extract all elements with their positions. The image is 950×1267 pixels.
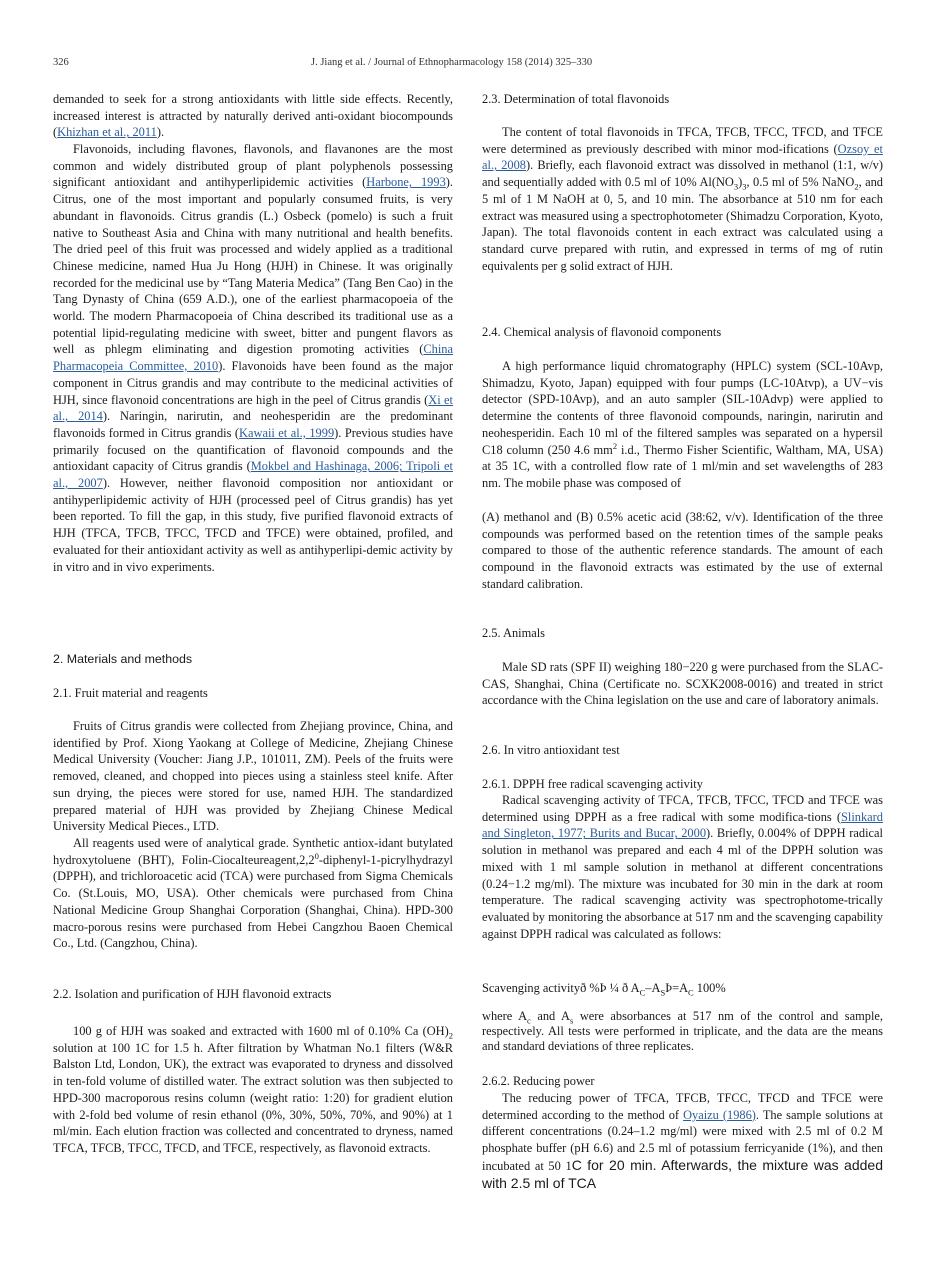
text-run: The reducing power of TFCA, TFCB, TFCC, TFCD and TFCE were determined according to the method of xyxy=(482,1091,883,1122)
section-heading: 2. Materials and methods xyxy=(53,652,193,666)
paragraph xyxy=(53,1023,453,1157)
superscript: 2 xyxy=(612,440,618,451)
paragraph xyxy=(482,509,883,593)
subsection-heading: 2.6. In vitro antioxidant test xyxy=(482,743,620,757)
citation-link[interactable]: Kawaii et al., 1999 xyxy=(239,425,335,440)
paragraph xyxy=(482,792,883,942)
page-number: 326 xyxy=(53,57,69,68)
citation-link[interactable]: Harbone, 1993 xyxy=(366,175,446,190)
text-run: solution at 100 1C for 1.5 h. After filtration by Whatman No.1 filters (W&R Balston Ltd, London, UK), the extract was evaporated to dryness and dissolved in ten-fold volume of distilled water. The extract solution was then subjected to HPD-300 macroporous resins column (weight ratio: 1:20) for gradient elution with 2-fold bed volume of resin ethanol (0%, 30%, 50%, 70%, and 90%) at 1 ml/min. Each elution fraction was collected and concentrated to dryness, named TFCA, TFCB, TFCC, TFCD, and TFCE, respectively, as flavonoid extracts. xyxy=(53,1040,453,1155)
text-run: ). Briefly, 0.004% of DPPH radical solution in methanol was prepared and each 4 ml of the DPPH solution was mixed with 1 ml sample solution in methanol at different concentrations (0.24−1.2 mg/ml). The mixture was incubated for 30 min in the dark at room temperature. The radical scavenging activity was spectrophotome-trically evaluated by monitoring the absorbance at 517 nm and the scavenging capability against DPPH radical was calculated as follows: xyxy=(482,826,883,941)
subscript: 2 xyxy=(448,1030,453,1041)
text-run: The content of total flavonoids in TFCA, TFCB, TFCC, TFCD, and TFCE were determined as previously described with minor mod-ifications ( xyxy=(482,125,883,156)
text-run: Radical scavenging activity of TFCA, TFCB, TFCC, TFCD and TFCE was determined using DPPH as a free radical with some modifica-tions ( xyxy=(482,793,883,824)
text-run: ). Naringin, narirutin, and neohesperidin are the predominant flavonoids formed in Citrus grandis ( xyxy=(53,409,453,440)
citation-link[interactable]: Ozsoy et al., 2008 xyxy=(482,141,883,173)
equation xyxy=(482,980,883,997)
text-run: 100% xyxy=(693,981,726,995)
citation-link[interactable]: Mokbel and Hashinaga, 2006; Tripoli et al., 2007 xyxy=(53,459,453,491)
text-run: ). xyxy=(156,125,165,140)
text-run: were absorbances at 517 nm of the control and sample, respectively. All tests were performed in triplicate, and the data are the means and standard deviations of three replicates. xyxy=(482,1009,883,1053)
subsection-heading: 2.4. Chemical analysis of flavonoid components xyxy=(482,325,722,339)
citation-link[interactable]: Oyaizu (1986) xyxy=(683,1107,756,1122)
subscript: S xyxy=(660,987,666,998)
paragraph xyxy=(53,91,453,141)
subsection-heading: 2.3. Determination of total flavonoids xyxy=(482,92,670,106)
subscript: 2 xyxy=(854,181,859,192)
subsubsection-heading: 2.6.2. Reducing power xyxy=(482,1074,595,1088)
text-run: ). Citrus, one of the most important and popularly consumed fruits, is very abundant in flavonoids. Citrus grandis (L.) Osbeck (pomelo) is such a fruit native to Southeast Asia and China with many nutritional and health benefits. The dried peel of this fruit was processed and widely applied as a traditional Chinese medicine, named Hua Ju Hong (HJH) in Chinese. It was originally recorded for the medicinal use by “Tang Materia Medica” (Tang Ben Cao) in the Tang Dynasty of China (659 A.D.), one of the earliest pharmacopoeia of the world. The modern Pharmacopoeia of China described its traditional use as a potential lipid-regulating medicine with sweet, bitter and pungent flavors as well as phlegm eliminating and digestion promoting activities ( xyxy=(53,175,453,357)
text-run: where A xyxy=(482,1009,528,1023)
text-run: Fruits of Citrus grandis were collected from Zhejiang province, China, and identified by Prof. Xiong Yaokang at College of Medicine, Zhejiang Chinese Medical University (Voucher: Jiang J.P., 101011, ZM). Peels of the fruits were removed, cleaned, and chopped into pieces using a stainless steel knife. After sun drying, the pieces were stored for use, named HJH. The standardized prepared material of HJH was provided by Zhejiang Chinese Medical University Medical Pieces., LTD. xyxy=(53,719,453,834)
paragraph xyxy=(482,1009,883,1054)
subscript: c xyxy=(527,1015,531,1026)
paragraph xyxy=(482,659,883,709)
subscript: 3 xyxy=(733,181,739,192)
text-run: i.d., Thermo Fisher Scientific, Waltham, MA, USA) at 35 1C, with a controlled flow rate of 1 ml/min and set wavelengths of 283 nm. The mobile phase was composed of xyxy=(482,442,883,490)
text-run: Flavonoids, including flavones, flavonols, and flavanones are the most common and widely distributed group of plant polyphenols possessing significant antioxidant and antihyperlipidemic activities ( xyxy=(53,142,453,190)
text-run: . The sample solutions at different concentrations (0.24–1.2 mg/ml) were mixed with 2.5 ml of 0.2 M phosphate buffer (pH 6.6) and 2.5 ml of potassium ferricyanide (1%), and then incubated at 50 1 xyxy=(482,1107,883,1173)
paragraph xyxy=(53,718,453,835)
text-run: ) xyxy=(738,175,743,190)
text-run: , 0.5 ml of 5% NaNO xyxy=(746,175,855,190)
text-run: Scavenging activityð %Þ ¼ ð A xyxy=(482,981,640,995)
text-run: and A xyxy=(530,1009,570,1023)
text-run: ). Flavonoids have been found as the major component in Citrus grandis and may contribute to the medicinal activities of HJH, since flavonoid concentrations are high in the peel of Citrus grandis ( xyxy=(53,359,453,407)
text-run: ). However, neither flavonoid composition nor antioxidant or antihyperlipidemic activity of HJH (processed peel of Citrus grandis) has yet been reported. To fill the gap, in this study, five purified flavonoid extracts of HJH (TFCA, TFCB, TFCC, TFCD and TFCE) were obtained, profiled, and evaluated for their antioxidant activity as well as antihyperlipi-demic activity by in vitro and in vivo experiments. xyxy=(53,476,453,574)
citation-link[interactable]: Xi et al., 2014 xyxy=(53,392,454,424)
text-run: All reagents used were of analytical grade. Synthetic antiox-idant butylated hydroxytoluene (BHT), Folin-Ciocalteureagent,2,2 xyxy=(53,836,453,867)
citation-link[interactable]: Slinkard and Singleton, 1977; Burits and Bucar, 2000 xyxy=(482,809,883,841)
paragraph xyxy=(482,124,883,274)
citation-link[interactable]: Khizhan et al., 2011 xyxy=(57,125,157,140)
text-run: A high performance liquid chromatography (HPLC) system (SCL-10Avp, Shimadzu, Kyoto, Japan) equipped with four pumps (LC-10Atvp), a UV−vis detector (SPD-10Avp), and an auto sampler (SIL-10Advp) were applied to determine the contents of three flavonoid compounds, naringin, narirutin and neohesperidin. Each 10 ml of the filtered samples was separated on a hypersil C18 column (250 4.6 mm xyxy=(482,359,883,457)
subsection-heading: 2.1. Fruit material and reagents xyxy=(53,686,208,700)
text-run: , and 5 ml of 1 M NaOH at 0, 5, and 10 min. The absorbance at 510 nm for each extract was measured using a spectrophotometer (Shimadzu Corporation, Kyoto, Japan). The total flavonoids content in each extract was calculated using a standard curve prepared with rutin, and expressed in terms of mg of rutin equivalents per g solid extract of HJH. xyxy=(482,175,883,273)
subsection-heading: 2.2. Isolation and purification of HJH flavonoid extracts xyxy=(53,987,332,1001)
text-run: demanded to seek for a strong antioxidants with little side effects. Recently, increased interest is attracted by naturally derived anti-oxidant biocompounds ( xyxy=(53,92,453,140)
subsection-heading: 2.5. Animals xyxy=(482,626,545,640)
subscript: s xyxy=(570,1015,574,1026)
citation-link[interactable]: China Pharmacopeia Committee, 2010 xyxy=(53,342,453,374)
subsubsection-heading: 2.6.1. DPPH free radical scavenging activity xyxy=(482,777,703,791)
text-run: –A xyxy=(645,981,661,995)
paragraph xyxy=(482,358,883,492)
superscript: 0 xyxy=(314,850,319,861)
paragraph xyxy=(53,835,453,952)
text-run: ). Briefly, each flavonoid extract was dissolved in methanol (1:1, w/v) and sequentially added with 0.5 ml of 10% Al(NO xyxy=(482,158,883,190)
text-run: ). Previous studies have primarily focused on the quantification of flavonoid compounds and the antioxidant capacity of Citrus grandis ( xyxy=(53,425,453,474)
text-run: C for 20 min. Afterwards, the mixture was added with 2.5 ml of TCA xyxy=(482,1156,883,1191)
text-run: (A) methanol and (B) 0.5% acetic acid (38:62, v/v). Identification of the three compounds was performed based on the retention times of the sample peaks compared to those of the authentic reference standards. The amount of each compound in the flavonoid extracts was estimated by the use of external standard calibration. xyxy=(482,510,883,591)
subscript: 3 xyxy=(742,181,747,192)
paragraph xyxy=(53,141,453,575)
subscript: C xyxy=(688,987,694,998)
running-title: J. Jiang et al. / Journal of Ethnopharmacology 158 (2014) 325–330 xyxy=(311,57,593,68)
text-run: 100 g of HJH was soaked and extracted with 1600 ml of 0.10% Ca (OH) xyxy=(73,1024,449,1038)
subscript: C xyxy=(639,987,646,998)
text-run: Male SD rats (SPF II) weighing 180−220 g were purchased from the SLAC-CAS, Shanghai, China (Certificate no. SCXK2008-0016) and treated in strict accordance with the China legislation on the use and care of laboratory animals. xyxy=(482,660,883,708)
text-run: -diphenyl-1-picrylhydrazyl (DPPH), and trichloroacetic acid (TCA) were purchased from Sigma Chemicals Co. (St.Louis, MO, USA). Other chemicals were purchased from China National Medicine Group Shanghai Corporation (Shanghai, China). HPD-300 macro-porous resins were purchased from Hebei Cangzhou Baoen Chemical Co., Ltd. (Cangzhou, China). xyxy=(53,852,453,951)
text-run: Þ=A xyxy=(665,981,689,995)
paragraph xyxy=(482,1090,883,1192)
